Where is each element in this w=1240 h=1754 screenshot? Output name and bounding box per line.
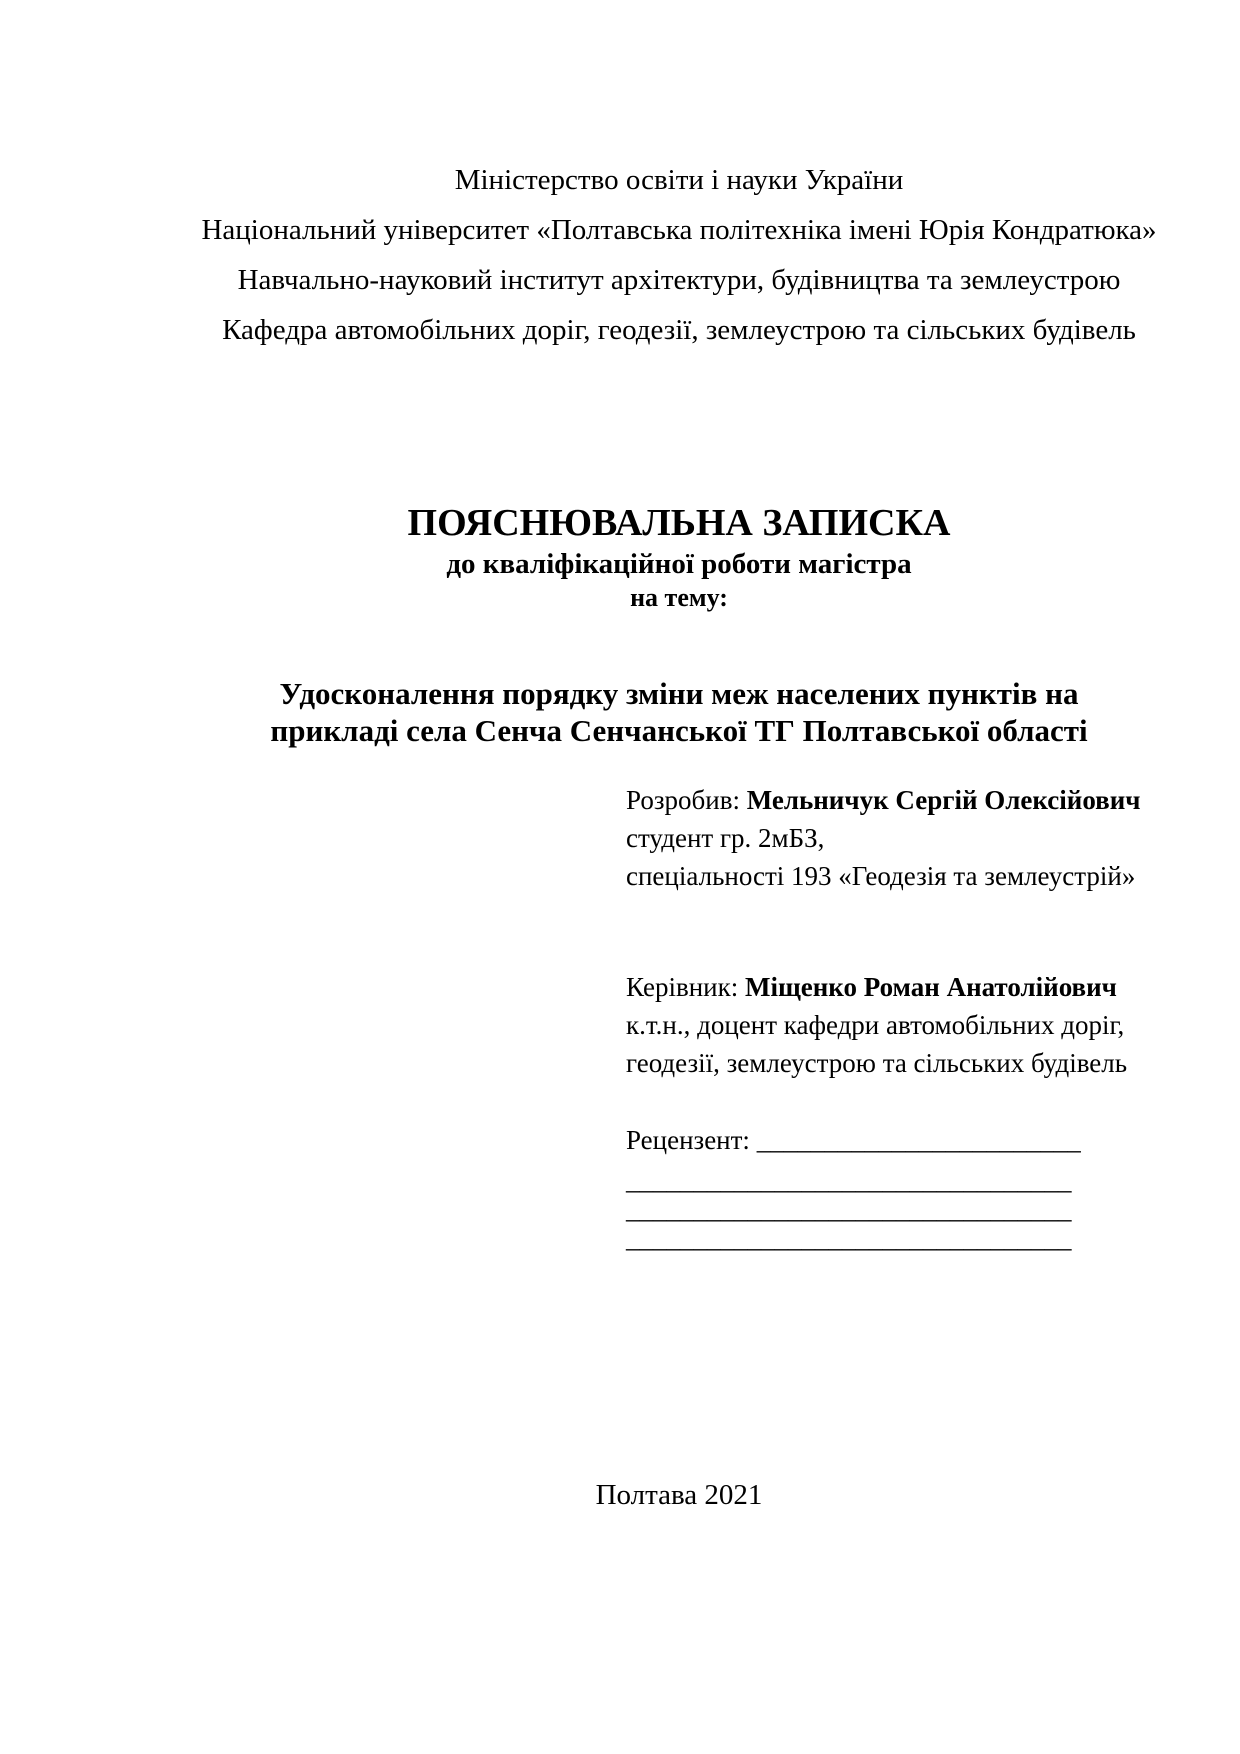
developer-line [626,781,1186,819]
developer-group: студент гр. 2мБЗ, [626,823,825,853]
reviewer-blank-line-2: _________________________________ [626,1165,1072,1195]
supervisor-line [626,968,1186,1006]
thesis-topic-line1: Удосконалення порядку зміни меж населених пунктів на [279,676,1079,711]
thesis-topic-line2: прикладі села Сенча Сенчанської ТГ Полтавської області [270,713,1088,748]
supervisor-name: Міщенко Роман Анатолійович [744,972,1117,1002]
city-year: Полтава 2021 [595,1479,763,1511]
document-subtitle: до кваліфікаційної роботи магістра [446,548,912,580]
developer-block [626,781,1186,895]
reviewer-signature-lines [626,1166,1186,1253]
developer-label: Розробив: [626,785,747,815]
institute-line: Навчально-науковий інститут архітектури, будівництва та землеустрою [237,264,1121,296]
document-title: ПОЯСНЮВАЛЬНА ЗАПИСКА [407,502,951,544]
reviewer-blank-line-3: _________________________________ [626,1194,1072,1224]
reviewer-block [626,1121,1186,1159]
supervisor-label: Керівник: [626,972,745,1002]
department-line: Кафедра автомобільних доріг, геодезії, землеустрою та сільських будівель [222,314,1136,346]
supervisor-block [626,968,1186,1082]
topic-label: на тему: [630,583,728,612]
ministry-line: Міністерство освіти і науки України [454,164,904,196]
supervisor-department: геодезії, землеустрою та сільських будівель [626,1048,1128,1078]
developer-specialty: спеціальності 193 «Геодезія та землеустрій» [626,861,1136,891]
reviewer-label: Рецензент: [626,1125,757,1155]
university-line: Національний університет «Полтавська політехніка імені Юрія Кондратюка» [201,214,1157,246]
reviewer-blank-line-4: _________________________________ [626,1223,1072,1253]
developer-name: Мельничук Сергій Олексійович [746,785,1141,815]
reviewer-blank-line-1: ________________________ [756,1125,1081,1155]
thesis-topic [177,675,1181,749]
supervisor-degree: к.т.н., доцент кафедри автомобільних доріг, [626,1010,1125,1040]
